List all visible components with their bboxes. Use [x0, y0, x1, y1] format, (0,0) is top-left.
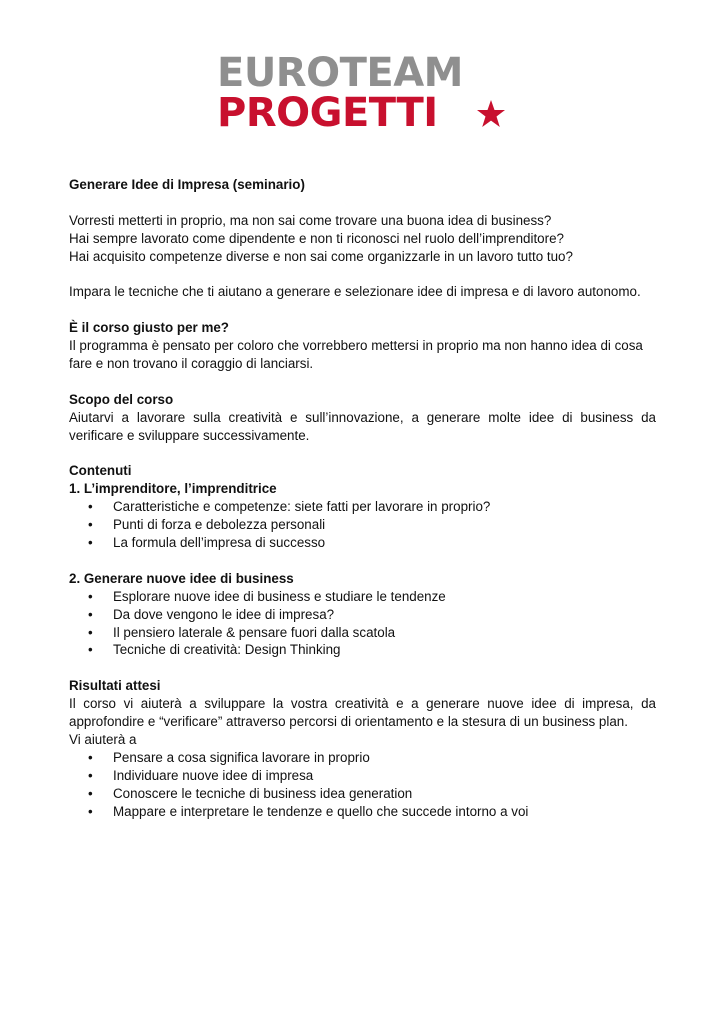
section-1-list — [69, 498, 656, 552]
list-item: • Punti di forza e debolezza personali — [69, 516, 656, 534]
document-title: Generare Idee di Impresa (seminario) — [69, 177, 305, 192]
contents-heading: Contenuti — [69, 463, 132, 479]
list-item: • Mappare e interpretare le tendenze e quello che succede intorno a voi — [69, 803, 656, 821]
list-item: • Individuare nuove idee di impresa — [69, 767, 656, 785]
logo-line-euroteam: EUROTEAM — [217, 50, 463, 96]
scope-text: Aiutarvi a lavorare sulla creatività e sull’innovazione, a generare molte idee di business da verificare e sviluppare successivamente. — [69, 409, 656, 443]
section-2-heading: 2. Generare nuove idee di business — [69, 570, 294, 586]
list-item: • Tecniche di creatività: Design Thinking — [69, 641, 656, 659]
document-body — [69, 176, 656, 821]
logo-line-progetti: PROGETTI — [217, 90, 438, 136]
target-heading: È il corso giusto per me? — [69, 320, 229, 336]
list-item: • Caratteristiche e competenze: siete fatti per lavorare in proprio? — [69, 498, 656, 516]
star-icon — [476, 99, 506, 129]
results-lead: Vi aiuterà a — [69, 731, 137, 747]
results-text: Il corso vi aiuterà a sviluppare la vostra creatività e a generare nuove idee di impresa, da approfondire e “verificare” attraverso percorsi di orientamento e la stesura di un business plan. — [69, 696, 656, 730]
scope-heading: Scopo del corso — [69, 391, 174, 407]
list-item: • La formula dell’impresa di successo — [69, 534, 656, 552]
section-1-heading: 1. L’imprenditore, l’imprenditrice — [69, 481, 277, 497]
list-item: • Conoscere le tecniche di business idea generation — [69, 785, 656, 803]
intro-line-3: Hai acquisito competenze diverse e non sai come organizzarle in un lavoro tutto tuo? — [69, 248, 573, 264]
list-item: • Da dove vengono le idee di impresa? — [69, 606, 656, 624]
company-logo — [217, 50, 517, 139]
section-2-list — [69, 588, 656, 660]
tagline: Impara le tecniche che ti aiutano a generare e selezionare idee di impresa e di lavoro autonomo. — [69, 284, 641, 300]
list-item: • Pensare a cosa significa lavorare in proprio — [69, 749, 656, 767]
intro-line-2: Hai sempre lavorato come dipendente e non ti riconosci nel ruolo dell’imprenditore? — [69, 230, 564, 246]
results-heading: Risultati attesi — [69, 678, 161, 694]
list-item: • Esplorare nuove idee di business e studiare le tendenze — [69, 588, 656, 606]
target-text: Il programma è pensato per coloro che vorrebbero mettersi in proprio ma non hanno idea di cosa fare e non trovano il coraggio di lanciarsi. — [69, 338, 643, 372]
results-list — [69, 749, 656, 821]
intro-line-1: Vorresti metterti in proprio, ma non sai come trovare una buona idea di business? — [69, 212, 552, 228]
list-item: • Il pensiero laterale & pensare fuori dalla scatola — [69, 624, 656, 642]
